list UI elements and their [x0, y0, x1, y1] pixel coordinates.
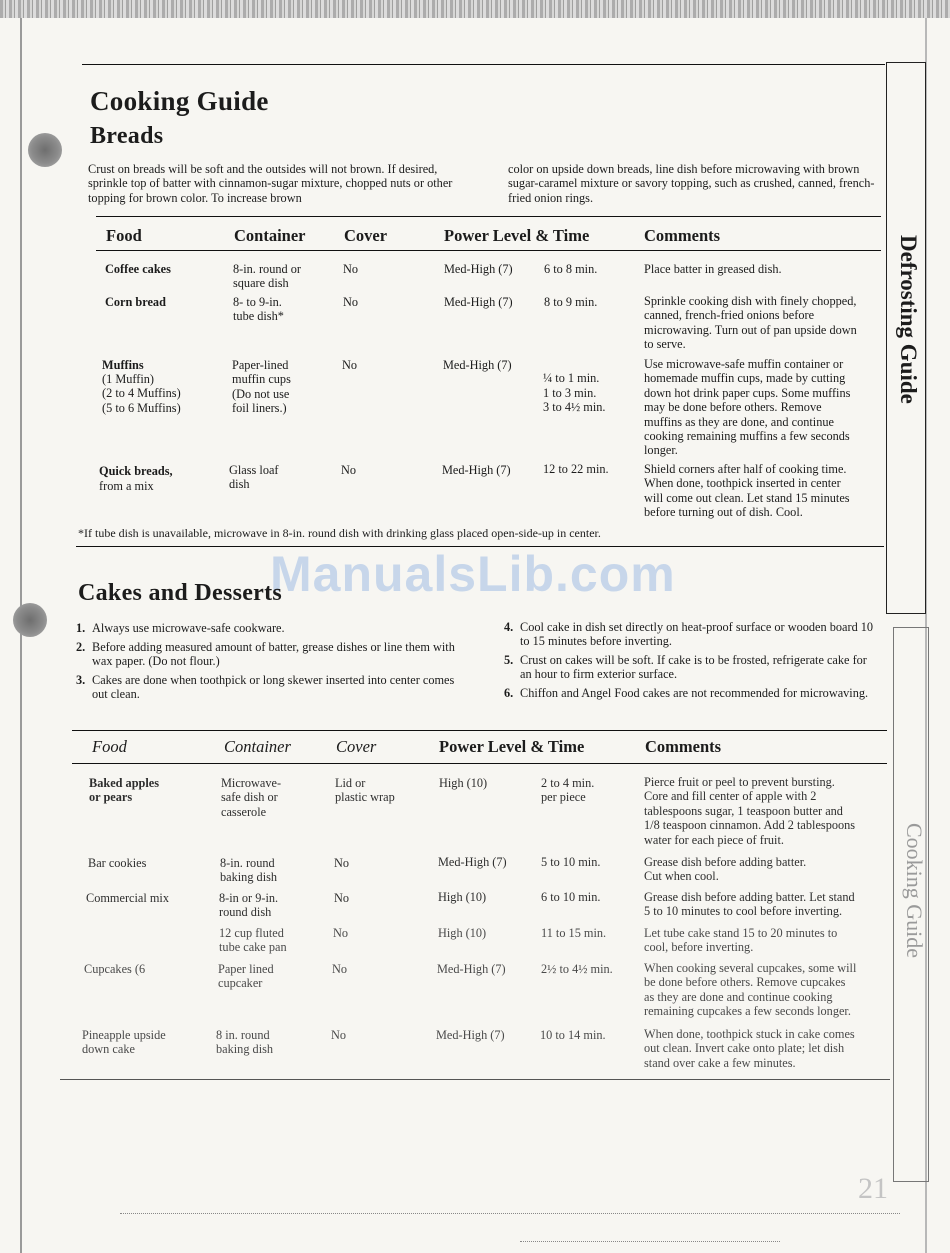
comments-cell: When done, toothpick stuck in cake comes out clean. Invert cake onto plate; let dish stand over cake a few minutes.	[644, 1027, 855, 1070]
list-item-number: 2.	[76, 639, 86, 654]
cover-cell: No	[333, 926, 349, 940]
breads-header-rule	[96, 250, 881, 251]
list-item-number: 4.	[504, 620, 514, 634]
cover-cell: No	[332, 962, 348, 976]
breads-table-top-rule	[96, 216, 881, 217]
list-item-number: 3.	[76, 672, 86, 687]
list-item-number: 1.	[76, 621, 86, 635]
cakes-header-rule	[72, 763, 887, 764]
container-cell: Glass loaf dish	[229, 463, 279, 492]
breads-header-power: Power Level & Time	[444, 226, 590, 245]
side-tab-label: Cooking Guide	[902, 823, 927, 959]
power-cell: Med-High (7)	[444, 262, 513, 276]
container-cell: 8-in or 9-in. round dish	[219, 891, 279, 920]
container-cell: Microwave- safe dish or casserole	[221, 776, 282, 819]
list-item-text: Always use microwave-safe cookware.	[92, 621, 285, 635]
breads-header-container: Container	[234, 226, 306, 245]
food-cell: Coffee cakes	[105, 262, 171, 276]
list-item	[504, 686, 876, 700]
cakes-table-top-rule	[72, 730, 887, 731]
side-tab-defrosting	[886, 62, 926, 614]
breads-header-cover: Cover	[344, 226, 388, 245]
time-cell: 6 to 8 min.	[544, 262, 598, 276]
list-item-text: Chiffon and Angel Food cakes are not recommended for microwaving.	[520, 686, 869, 700]
side-tab-label: Defrosting Guide	[896, 235, 921, 404]
cover-cell: No	[331, 1028, 347, 1042]
comments-cell: Grease dish before adding batter. Cut when cool.	[644, 855, 807, 884]
binder-hole-icon	[28, 133, 62, 167]
time-cell: 5 to 10 min.	[541, 855, 601, 869]
list-item-text: Before adding measured amount of batter, grease dishes or line them with wax paper. (Do not flour.)	[92, 639, 455, 668]
page-title: Cooking Guide	[90, 86, 269, 116]
cover-cell: No	[334, 891, 350, 905]
power-cell: High (10)	[438, 926, 487, 940]
comments-cell: When cooking several cupcakes, some will be done before others. Remove cupcakes as they are done and continue cooking remaining cupcakes a few seconds longer.	[644, 961, 857, 1019]
list-item-text: Crust on cakes will be soft. If cake is to be frosted, refrigerate cake for an hour to firm exterior surface.	[520, 653, 867, 682]
cakes-header-container: Container	[224, 737, 291, 756]
list-item	[76, 621, 456, 635]
cakes-tips-right	[504, 620, 876, 705]
comments-cell: Grease dish before adding batter. Let stand 5 to 10 minutes to cool before inverting.	[644, 890, 855, 919]
breads-intro-left: Crust on breads will be soft and the outsides will not brown. If desired, sprinkle top of batter with cinnamon-sugar mixture, chopped nuts or other topping for brown color. To increase brown	[88, 162, 453, 205]
time-cell: 2 to 4 min. per piece	[541, 776, 595, 805]
time-cell: 2½ to 4½ min.	[541, 962, 613, 976]
food-cell: Quick breads,	[99, 464, 173, 478]
cakes-table-bottom-rule	[60, 1079, 890, 1080]
cakes-header-comments: Comments	[645, 737, 722, 756]
cakes-header-power: Power Level & Time	[439, 737, 585, 756]
watermark: ManualsLib.com	[270, 546, 676, 602]
cakes-header-food: Food	[92, 737, 127, 756]
page-number: 21	[858, 1172, 888, 1205]
list-item	[76, 640, 456, 669]
container-cell: 12 cup fluted tube cake pan	[219, 926, 287, 955]
comments-cell: Let tube cake stand 15 to 20 minutes to cool, before inverting.	[644, 926, 838, 955]
food-sub-cell: (1 Muffin) (2 to 4 Muffins) (5 to 6 Muffins)	[102, 372, 181, 415]
list-item	[504, 653, 876, 682]
power-cell: High (10)	[439, 776, 488, 790]
cover-cell: Lid or plastic wrap	[335, 776, 395, 805]
power-cell: Med-High (7)	[442, 463, 511, 477]
comments-cell: Shield corners after half of cooking time. When done, toothpick inserted in center will come out clean. Let stand 15 minutes before turning out of dish. Cool.	[644, 462, 850, 520]
section-title-breads: Breads	[90, 123, 164, 149]
time-cell: 11 to 15 min.	[541, 926, 607, 940]
food-cell: Bar cookies	[88, 856, 147, 870]
power-cell: Med-High (7)	[437, 962, 506, 976]
scan-bottom-noise	[520, 1241, 780, 1242]
cakes-tips-left	[76, 621, 456, 706]
comments-cell: Use microwave-safe muffin container or homemade muffin cups, made by cutting down hot drink paper cups. Some muffins may be done before others. Remove muffins as they are done, and continue cooking remaining muffins a few seconds longer.	[644, 357, 851, 458]
page-left-edge	[20, 18, 22, 1253]
time-cell: 6 to 10 min.	[541, 890, 601, 904]
cover-cell: No	[343, 295, 359, 309]
side-tab-cooking	[893, 627, 929, 1182]
container-cell: Paper lined cupcaker	[218, 962, 274, 991]
cover-cell: No	[343, 262, 359, 276]
container-cell: 8-in. round baking dish	[220, 856, 278, 885]
container-cell: 8-in. round or square dish	[233, 262, 301, 291]
comments-cell: Sprinkle cooking dish with finely chopped, canned, french-fried onions before microwaving. Turn out of pan upside down to serve.	[644, 294, 857, 352]
breads-footnote: *If tube dish is unavailable, microwave in 8-in. round dish with drinking glass placed open-side-up in center.	[78, 526, 601, 540]
cover-cell: No	[341, 463, 357, 477]
food-cell: Pineapple upside down cake	[82, 1028, 166, 1057]
food-sub-cell: from a mix	[99, 479, 154, 493]
power-cell: Med-High (7)	[436, 1028, 505, 1042]
food-cell: Muffins	[102, 358, 144, 372]
binder-hole-icon	[13, 603, 47, 637]
list-item-number: 6.	[504, 686, 514, 700]
comments-cell: Place batter in greased dish.	[644, 262, 782, 276]
food-cell: Baked apples or pears	[89, 776, 160, 805]
top-rule	[82, 64, 885, 65]
list-item	[504, 620, 876, 649]
food-cell: Cupcakes (6	[84, 962, 146, 976]
scan-bottom-noise	[120, 1213, 900, 1214]
breads-header-comments: Comments	[644, 226, 721, 245]
cover-cell: No	[334, 856, 350, 870]
power-cell: Med-High (7)	[438, 855, 507, 869]
time-cell: ¼ to 1 min. 1 to 3 min. 3 to 4½ min.	[543, 371, 606, 415]
container-cell: 8 in. round baking dish	[216, 1028, 274, 1057]
list-item	[76, 673, 456, 702]
food-cell: Commercial mix	[86, 891, 169, 905]
time-cell: 10 to 14 min.	[540, 1028, 606, 1042]
power-cell: High (10)	[438, 890, 487, 904]
cover-cell: No	[342, 358, 358, 372]
power-cell: Med-High (7)	[444, 295, 513, 309]
section-title-cakes: Cakes and Desserts	[78, 580, 283, 606]
scan-top-edge	[0, 0, 950, 18]
comments-cell: Pierce fruit or peel to prevent bursting. Core and fill center of apple with 2 tablespoons sugar, 1 teaspoon butter and 1/8 teaspoon cinnamon. Add 2 tablespoons water for each piece of fruit.	[644, 775, 856, 847]
cakes-header-cover: Cover	[336, 737, 377, 756]
list-item-text: Cool cake in dish set directly on heat-proof surface or wooden board 10 to 15 minutes before inverting.	[520, 620, 874, 649]
list-item-text: Cakes are done when toothpick or long skewer inserted into center comes out clean.	[92, 672, 455, 701]
time-cell: 12 to 22 min.	[543, 462, 609, 476]
time-cell: 8 to 9 min.	[544, 295, 598, 309]
power-cell: Med-High (7)	[443, 358, 512, 372]
list-item-number: 5.	[504, 653, 514, 667]
breads-header-food: Food	[106, 226, 142, 245]
container-cell: 8- to 9-in. tube dish*	[233, 295, 284, 324]
breads-intro-right: color on upside down breads, line dish before microwaving with brown sugar-caramel mixture or savory topping, such as crushed, canned, french-fried onion rings.	[508, 162, 875, 205]
container-cell: Paper-lined muffin cups (Do not use foil liners.)	[232, 358, 291, 416]
food-cell: Corn bread	[105, 295, 166, 309]
